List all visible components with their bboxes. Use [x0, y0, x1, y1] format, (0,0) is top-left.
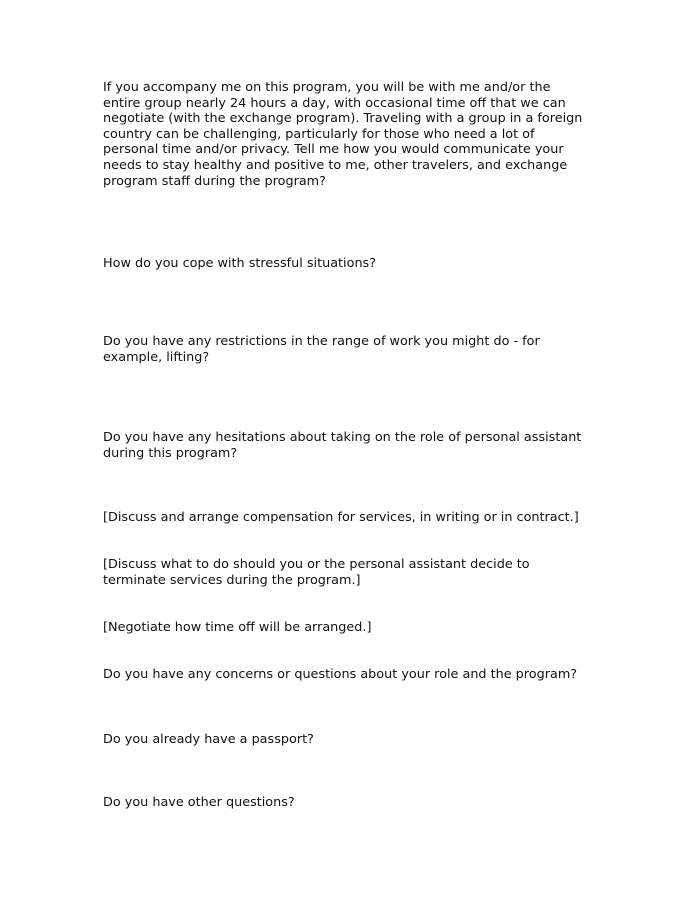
paragraph-work-restrictions-question: Do you have any restrictions in the range of work you might do - for example, lifting? [103, 334, 540, 365]
paragraph-compensation-note: [Discuss and arrange compensation for services, in writing or in contract.] [103, 510, 579, 525]
paragraph-other-questions: Do you have other questions? [103, 795, 295, 810]
paragraph-time-off-note: [Negotiate how time off will be arranged.] [103, 620, 372, 635]
paragraph-group-travel-question: If you accompany me on this program, you will be with me and/or the entire group nearly 24 hours a day, with occasional time off that we can negotiate (with the exchange program). Traveling with a group in a foreign country can be challenging, particularly for those who need a lot of personal time and/or privacy. Tell me how you would communicate your needs to stay healthy and positive to me, other travelers, and exchange program staff during the program? [103, 80, 583, 189]
paragraph-hesitations-question: Do you have any hesitations about taking on the role of personal assistant during this program? [103, 430, 582, 461]
paragraph-concerns-question: Do you have any concerns or questions about your role and the program? [103, 667, 578, 682]
paragraph-passport-question: Do you already have a passport? [103, 732, 314, 747]
paragraph-termination-note: [Discuss what to do should you or the personal assistant decide to terminate services during the program.] [103, 557, 530, 588]
paragraph-stress-question: How do you cope with stressful situations? [103, 256, 377, 271]
